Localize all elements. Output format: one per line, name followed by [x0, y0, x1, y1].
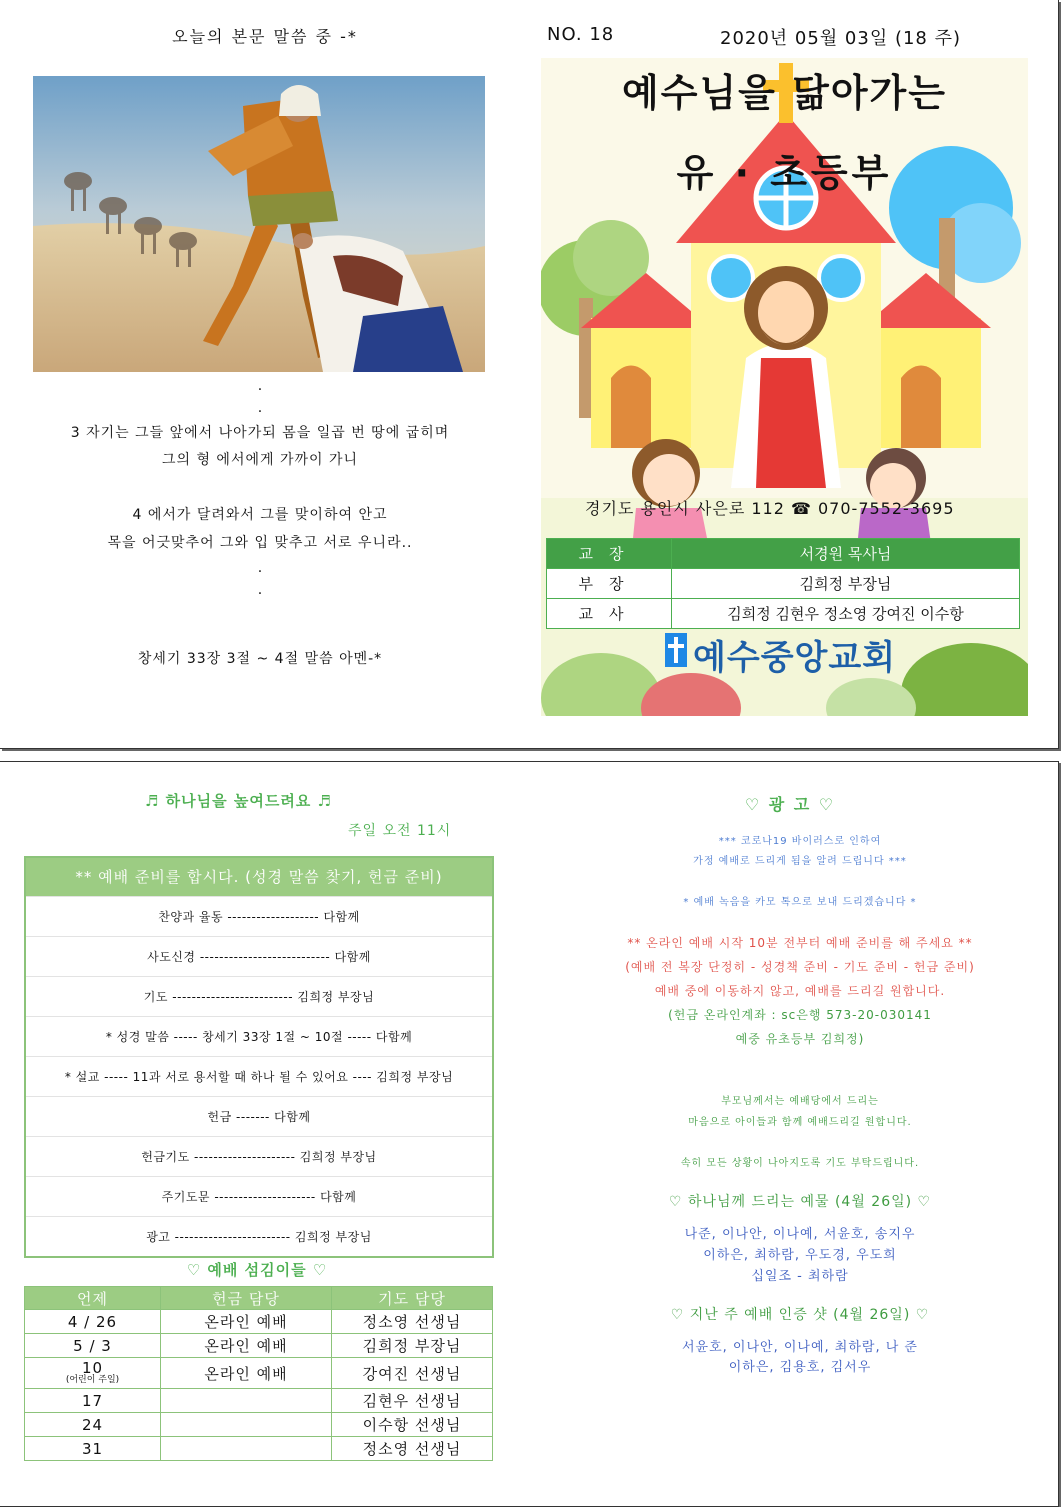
date-note: (어린이 주일): [65, 1375, 120, 1385]
staff-name: 김희정 김현우 정소영 강여진 이수항: [672, 599, 1020, 629]
offering-cell: 온라인 예배: [161, 1334, 332, 1358]
table-row: [25, 1334, 493, 1358]
verse-header: 오늘의 본문 말씀 중 -*: [172, 27, 358, 46]
worship-time: 주일 오전 11시: [348, 823, 452, 839]
ad-recording: * 예배 녹음을 카모 톡으로 보내 드리겠습니다 *: [683, 897, 917, 908]
ellipsis-dot: .: [257, 582, 263, 598]
gift-names-line-1: 나준, 이나안, 이나예, 서윤호, 송지우: [684, 1227, 916, 1242]
date-cell: 5 / 3: [25, 1334, 161, 1358]
ellipsis-dot: .: [257, 378, 263, 394]
prayer-cell: 강여진 선생님: [332, 1358, 493, 1389]
date-value: 10: [81, 1359, 104, 1377]
verse-4-line-2: 목을 어긋맞추어 그와 입 맞추고 서로 우니라..: [107, 535, 413, 551]
ellipsis-dot: .: [257, 400, 263, 416]
prayer-cell: 김희정 부장님: [332, 1334, 493, 1358]
staff-table: [546, 538, 1020, 629]
staff-name: 김희정 부장님: [672, 569, 1020, 599]
cover-title-line-1: 예수님을 닮아가는: [622, 71, 947, 115]
ads-title: ♡ 광 고 ♡: [744, 795, 836, 814]
verse-3-line-1: 3 자기는 그들 앞에서 나아가되 몸을 일곱 번 땅에 굽히며: [70, 425, 450, 441]
date-cell: [25, 1358, 161, 1389]
ad-online-line-1: ** 온라인 예배 시작 10분 전부터 예배 준비를 해 주세요 **: [627, 936, 973, 950]
worship-order-item: * 설교 ----- 11과 서로 용서할 때 하나 될 수 있어요 ---- 김희정 부장님: [26, 1056, 492, 1096]
table-row: [25, 1358, 493, 1389]
verse-3-line-2: 그의 형 에서에게 가까이 가니: [161, 452, 359, 468]
gift-title: ♡ 하나님께 드리는 예물 (4월 26일) ♡: [668, 1194, 932, 1210]
servants-table: [24, 1286, 493, 1461]
column-header: 헌금 담당: [161, 1287, 332, 1310]
column-header: 언제: [25, 1287, 161, 1310]
worship-title: ♬ 하나님을 높여드려요 ♬: [145, 792, 332, 810]
staff-row: [547, 539, 1020, 569]
offering-cell: 온라인 예배: [161, 1310, 332, 1334]
worship-order: [24, 856, 494, 1258]
issue-number: NO. 18: [547, 24, 615, 45]
ad-parents-line-2: 마음으로 아이들과 함께 예배드리길 원합니다.: [688, 1117, 912, 1128]
date-cell: 24: [25, 1413, 161, 1437]
ad-prayer-request: 속히 모든 상황이 나아지도록 기도 부탁드립니다.: [680, 1158, 920, 1169]
worship-order-item: 찬양과 율동 ------------------- 다함께: [26, 896, 492, 936]
verse-4-line-1: 4 에서가 달려와서 그를 맞이하여 안고: [132, 507, 388, 523]
worship-order-item: 헌금기도 --------------------- 김희정 부장님: [26, 1136, 492, 1176]
gift-names-line-2: 이하은, 최하람, 우도경, 우도희: [703, 1248, 897, 1263]
church-logo-icon: [665, 633, 687, 667]
offering-cell: [161, 1413, 332, 1437]
staff-row: [547, 569, 1020, 599]
servants-header-row: [25, 1287, 493, 1310]
church-address: 경기도 용인시 사은로 112 ☎ 070-7552-3695: [585, 499, 955, 518]
servants-title: ♡ 예배 섬김이들 ♡: [186, 1261, 328, 1279]
prayer-cell: 김현우 선생님: [332, 1389, 493, 1413]
ad-corona-line-1: *** 코로나19 바이러스로 인하여: [718, 836, 882, 847]
worship-order-item: 광고 ------------------------ 김희정 부장님: [26, 1216, 492, 1256]
staff-name: 서경원 목사님: [672, 539, 1020, 569]
prayer-cell: 정소영 선생님: [332, 1437, 493, 1461]
ad-account-line-2: 예중 유초등부 김희정): [735, 1032, 865, 1046]
table-row: [25, 1437, 493, 1461]
date-cell: 4 / 26: [25, 1310, 161, 1334]
church-name: 예수중앙교회: [693, 638, 897, 678]
worship-order-item: 기도 ------------------------- 김희정 부장님: [26, 976, 492, 1016]
staff-role: 교사: [547, 599, 672, 629]
table-row: [25, 1413, 493, 1437]
table-row: [25, 1310, 493, 1334]
prayer-cell: 이수항 선생님: [332, 1413, 493, 1437]
ad-online-line-2: (예배 전 복장 단정히 - 성경책 준비 - 기도 준비 - 헌금 준비): [625, 960, 975, 974]
ad-corona-line-2: 가정 예배로 드리게 됨을 알려 드립니다 ***: [693, 856, 907, 867]
date-cell: 31: [25, 1437, 161, 1461]
cover-illustration: [541, 58, 1028, 716]
column-header: 기도 담당: [332, 1287, 493, 1310]
prayer-cell: 정소영 선생님: [332, 1310, 493, 1334]
offering-cell: [161, 1437, 332, 1461]
issue-date: 2020년 05월 03일 (18 주): [720, 28, 962, 49]
offering-cell: 온라인 예배: [161, 1358, 332, 1389]
ellipsis-dot: .: [257, 560, 263, 576]
staff-row: [547, 599, 1020, 629]
worship-order-header: ** 예배 준비를 합시다. (성경 말씀 찾기, 헌금 준비): [26, 858, 492, 896]
ad-parents-line-1: 부모님께서는 예배당에서 드리는: [721, 1096, 879, 1107]
cover-title-line-2: 유 · 초등부: [676, 151, 893, 195]
table-row: [25, 1389, 493, 1413]
staff-role: 교장: [547, 539, 672, 569]
attendance-shot-title: ♡ 지난 주 예배 인증 샷 (4월 26일) ♡: [670, 1307, 930, 1323]
date-cell: 17: [25, 1389, 161, 1413]
worship-order-item: 사도신경 --------------------------- 다함께: [26, 936, 492, 976]
ad-account-line-1: (헌금 온라인계좌 : sc은행 573-20-030141: [668, 1008, 932, 1022]
verse-reference: 창세기 33장 3절 ~ 4절 말씀 아멘-*: [137, 651, 383, 667]
bible-scene-image: [33, 76, 485, 372]
ad-online-line-3: 예배 중에 이동하지 않고, 예배를 드리길 원합니다.: [654, 984, 946, 998]
staff-role: 부장: [547, 569, 672, 599]
attendance-names-line-2: 이하은, 김용호, 김서우: [728, 1360, 872, 1375]
gift-tithe: 십일조 - 최하람: [751, 1269, 849, 1284]
offering-cell: [161, 1389, 332, 1413]
worship-order-item: 주기도문 --------------------- 다함께: [26, 1176, 492, 1216]
worship-order-item: 헌금 ------- 다함께: [26, 1096, 492, 1136]
worship-order-item: * 성경 말씀 ----- 창세기 33장 1절 ~ 10절 ----- 다함께: [26, 1016, 492, 1056]
attendance-names-line-1: 서윤호, 이나안, 이나예, 최하람, 나 준: [681, 1340, 918, 1355]
